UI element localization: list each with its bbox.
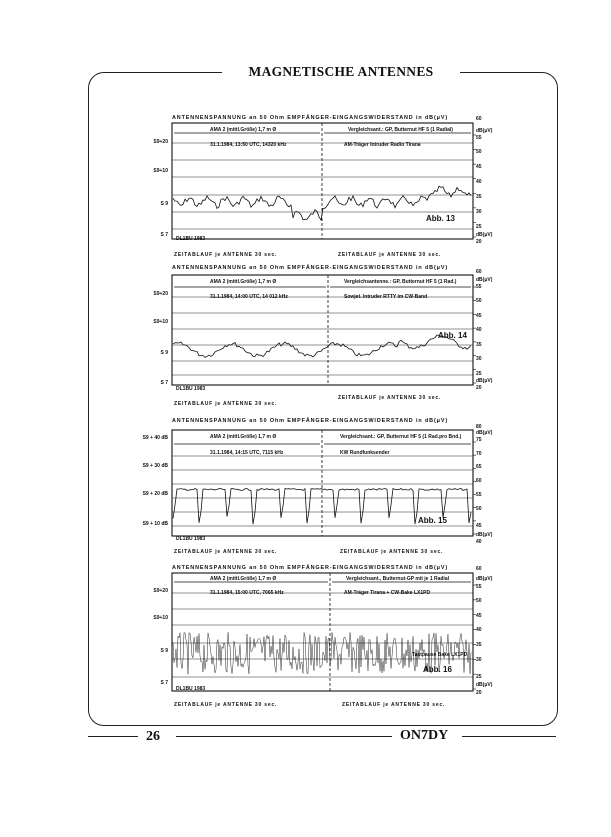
db-label: 30 (476, 657, 482, 663)
db-label: 20 (476, 239, 482, 245)
signal-trace (173, 335, 471, 357)
figure-abb-13 (140, 115, 540, 263)
antenna-label: AMA 2 (mittl.Größe) 1,7 m Ø (210, 434, 277, 440)
unit-label: dB(μV) (476, 232, 493, 238)
unit-label: dB(μV) (476, 682, 493, 688)
station-callsign: ON7DY (400, 728, 449, 743)
date-line: 31.1.1984, 14:00 UTC, 14 012 kHz (210, 294, 288, 300)
db-label: 55 (476, 492, 482, 498)
figure-caption: Abb. 16 (423, 665, 452, 674)
time-footer-right: ZEITABLAUF je ANTENNE 30 sec. (340, 549, 444, 555)
db-label: 25 (476, 674, 482, 680)
callsign: DL1BU 1983 (176, 236, 206, 242)
time-footer-left: ZEITABLAUF je ANTENNE 30 sec. (174, 549, 278, 555)
s-meter-label: S 9 (160, 201, 168, 207)
footer-rule-middle (176, 736, 392, 737)
db-label: 45 (476, 313, 482, 319)
db-label: 25 (476, 371, 482, 377)
figure-header: ANTENNENSPANNUNG an 50 Ohm EMPFÄNGER-EINGANGSWIDERSTAND in dB(μV) (172, 418, 449, 424)
signal-line: AM-Träger Tirana + CW-Bake LX1PD (344, 590, 431, 596)
db-label: 55 (476, 584, 482, 590)
db-label: 70 (476, 451, 482, 457)
unit-label: dB(μV) (476, 576, 493, 582)
db-label: 45 (476, 523, 482, 529)
time-footer-left: ZEITABLAUF je ANTENNE 30 sec. (174, 252, 278, 258)
figure-caption: Abb. 15 (418, 516, 447, 525)
unit-label: dB(μV) (476, 430, 493, 436)
time-footer-right: ZEITABLAUF je ANTENNE 30 sec. (342, 702, 446, 708)
signal-line: KW Rundfunksender (340, 450, 390, 456)
compare-antenna-label: Vergleichsant., Butternut-GP mit je 1 Radial (346, 576, 449, 582)
figure-abb-15 (140, 418, 540, 560)
db-label: 60 (476, 478, 482, 484)
antenna-label: AMA 2 (mittl.Größe) 1,7 m Ø (210, 279, 277, 285)
date-line: 31.1.1984, 14:15 UTC, 7115 kHz (210, 450, 284, 456)
y-axis-top-value: 60 (476, 269, 482, 275)
figure-caption: Abb. 13 (426, 214, 455, 223)
db-label: 40 (476, 539, 482, 545)
db-label: 75 (476, 437, 482, 443)
db-label: 50 (476, 598, 482, 604)
s-meter-label: S 7 (160, 680, 168, 686)
unit-label: dB(μV) (476, 128, 493, 134)
y-axis-top-value: 80 (476, 424, 482, 430)
figure-abb-14 (140, 265, 540, 413)
figure-caption: Abb. 14 (438, 331, 467, 340)
s-meter-label: S 9 (160, 648, 168, 654)
figure-header: ANTENNENSPANNUNG an 50 Ohm EMPFÄNGER-EINGANGSWIDERSTAND in dB(μV) (172, 115, 449, 121)
s-meter-label: S9+10 (153, 615, 168, 621)
beacon-note: Tastpause Bake LX1PD (412, 652, 468, 658)
db-label: 40 (476, 179, 482, 185)
db-label: 30 (476, 209, 482, 215)
figure-header: ANTENNENSPANNUNG an 50 Ohm EMPFÄNGER-EINGANGSWIDERSTAND in dB(μV) (172, 265, 449, 271)
callsign: DL1BU 1983 (176, 536, 206, 542)
figure-header: ANTENNENSPANNUNG an 50 Ohm EMPFÄNGER-EINGANGSWIDERSTAND in dB(μV) (172, 565, 449, 571)
s-meter-label: S9+20 (153, 291, 168, 297)
db-label: 45 (476, 164, 482, 170)
s-meter-label: S9+10 (153, 319, 168, 325)
db-label: 40 (476, 327, 482, 333)
db-label: 20 (476, 385, 482, 391)
s-meter-label: S 7 (160, 232, 168, 238)
s-meter-label: S9 + 30 dB (142, 463, 168, 469)
s-meter-label: S9+20 (153, 139, 168, 145)
callsign: DL1BU 1983 (176, 386, 206, 392)
db-label: 50 (476, 298, 482, 304)
signal-line: AM-Träger Intruder Radio Tirana (344, 142, 421, 148)
s-meter-label: S9+20 (153, 588, 168, 594)
db-label: 25 (476, 224, 482, 230)
callsign: DL1BU 1983 (176, 686, 206, 692)
db-label: 50 (476, 506, 482, 512)
plot-frame (172, 275, 473, 385)
footer-rule-right (462, 736, 556, 737)
figure-abb-16 (140, 565, 540, 715)
antenna-label: AMA 2 (mittl.Größe) 1,7 m Ø (210, 576, 277, 582)
db-label: 50 (476, 149, 482, 155)
y-axis-top-value: 60 (476, 116, 482, 122)
time-footer-right: ZEITABLAUF je ANTENNE 30 sec. (338, 395, 442, 401)
page-number: 26 (146, 729, 160, 744)
db-label: 45 (476, 613, 482, 619)
s-meter-label: S9+10 (153, 168, 168, 174)
unit-label: dB(μV) (476, 532, 493, 538)
time-footer-left: ZEITABLAUF je ANTENNE 30 sec. (174, 401, 278, 407)
s-meter-label: S 9 (160, 350, 168, 356)
signal-line: Sowjet. Intruder RTTY im CW-Band (344, 294, 428, 300)
page-title: MAGNETISCHE ANTENNES (222, 64, 460, 80)
db-label: 65 (476, 464, 482, 470)
s-meter-label: S9 + 40 dB (142, 435, 168, 441)
y-axis-top-value: 60 (476, 566, 482, 572)
compare-antenna-label: Vergleichsant.: GP, Butternut HF 5 (1 Radial) (348, 127, 453, 133)
db-label: 55 (476, 284, 482, 290)
db-label: 30 (476, 356, 482, 362)
s-meter-label: S9 + 10 dB (142, 521, 168, 527)
db-label: 35 (476, 642, 482, 648)
db-label: 35 (476, 342, 482, 348)
db-label: 20 (476, 690, 482, 696)
date-line: 31.1.1984, 13:50 UTC, 14320 kHz (210, 142, 287, 148)
compare-antenna-label: Vergleichsant.: GP, Butternut HF 5 (1 Rad.pro Bnd.) (340, 434, 462, 440)
compare-antenna-label: Vergleichsantenne.: GP, Butternut HF 5 (1 Rad.) (344, 279, 457, 285)
unit-label: dB(μV) (476, 277, 493, 283)
db-label: 40 (476, 627, 482, 633)
unit-label: dB(μV) (476, 378, 493, 384)
db-label: 35 (476, 194, 482, 200)
time-footer-left: ZEITABLAUF je ANTENNE 30 sec. (174, 702, 278, 708)
date-line: 31.1.1984, 15:00 UTC, 7065 kHz (210, 590, 284, 596)
s-meter-label: S9 + 20 dB (142, 491, 168, 497)
footer-rule-left (88, 736, 138, 737)
antenna-label: AMA 2 (mittl.Größe) 1,7 m Ø (210, 127, 277, 133)
time-footer-right: ZEITABLAUF je ANTENNE 30 sec. (338, 252, 442, 258)
s-meter-label: S 7 (160, 380, 168, 386)
db-label: 55 (476, 135, 482, 141)
